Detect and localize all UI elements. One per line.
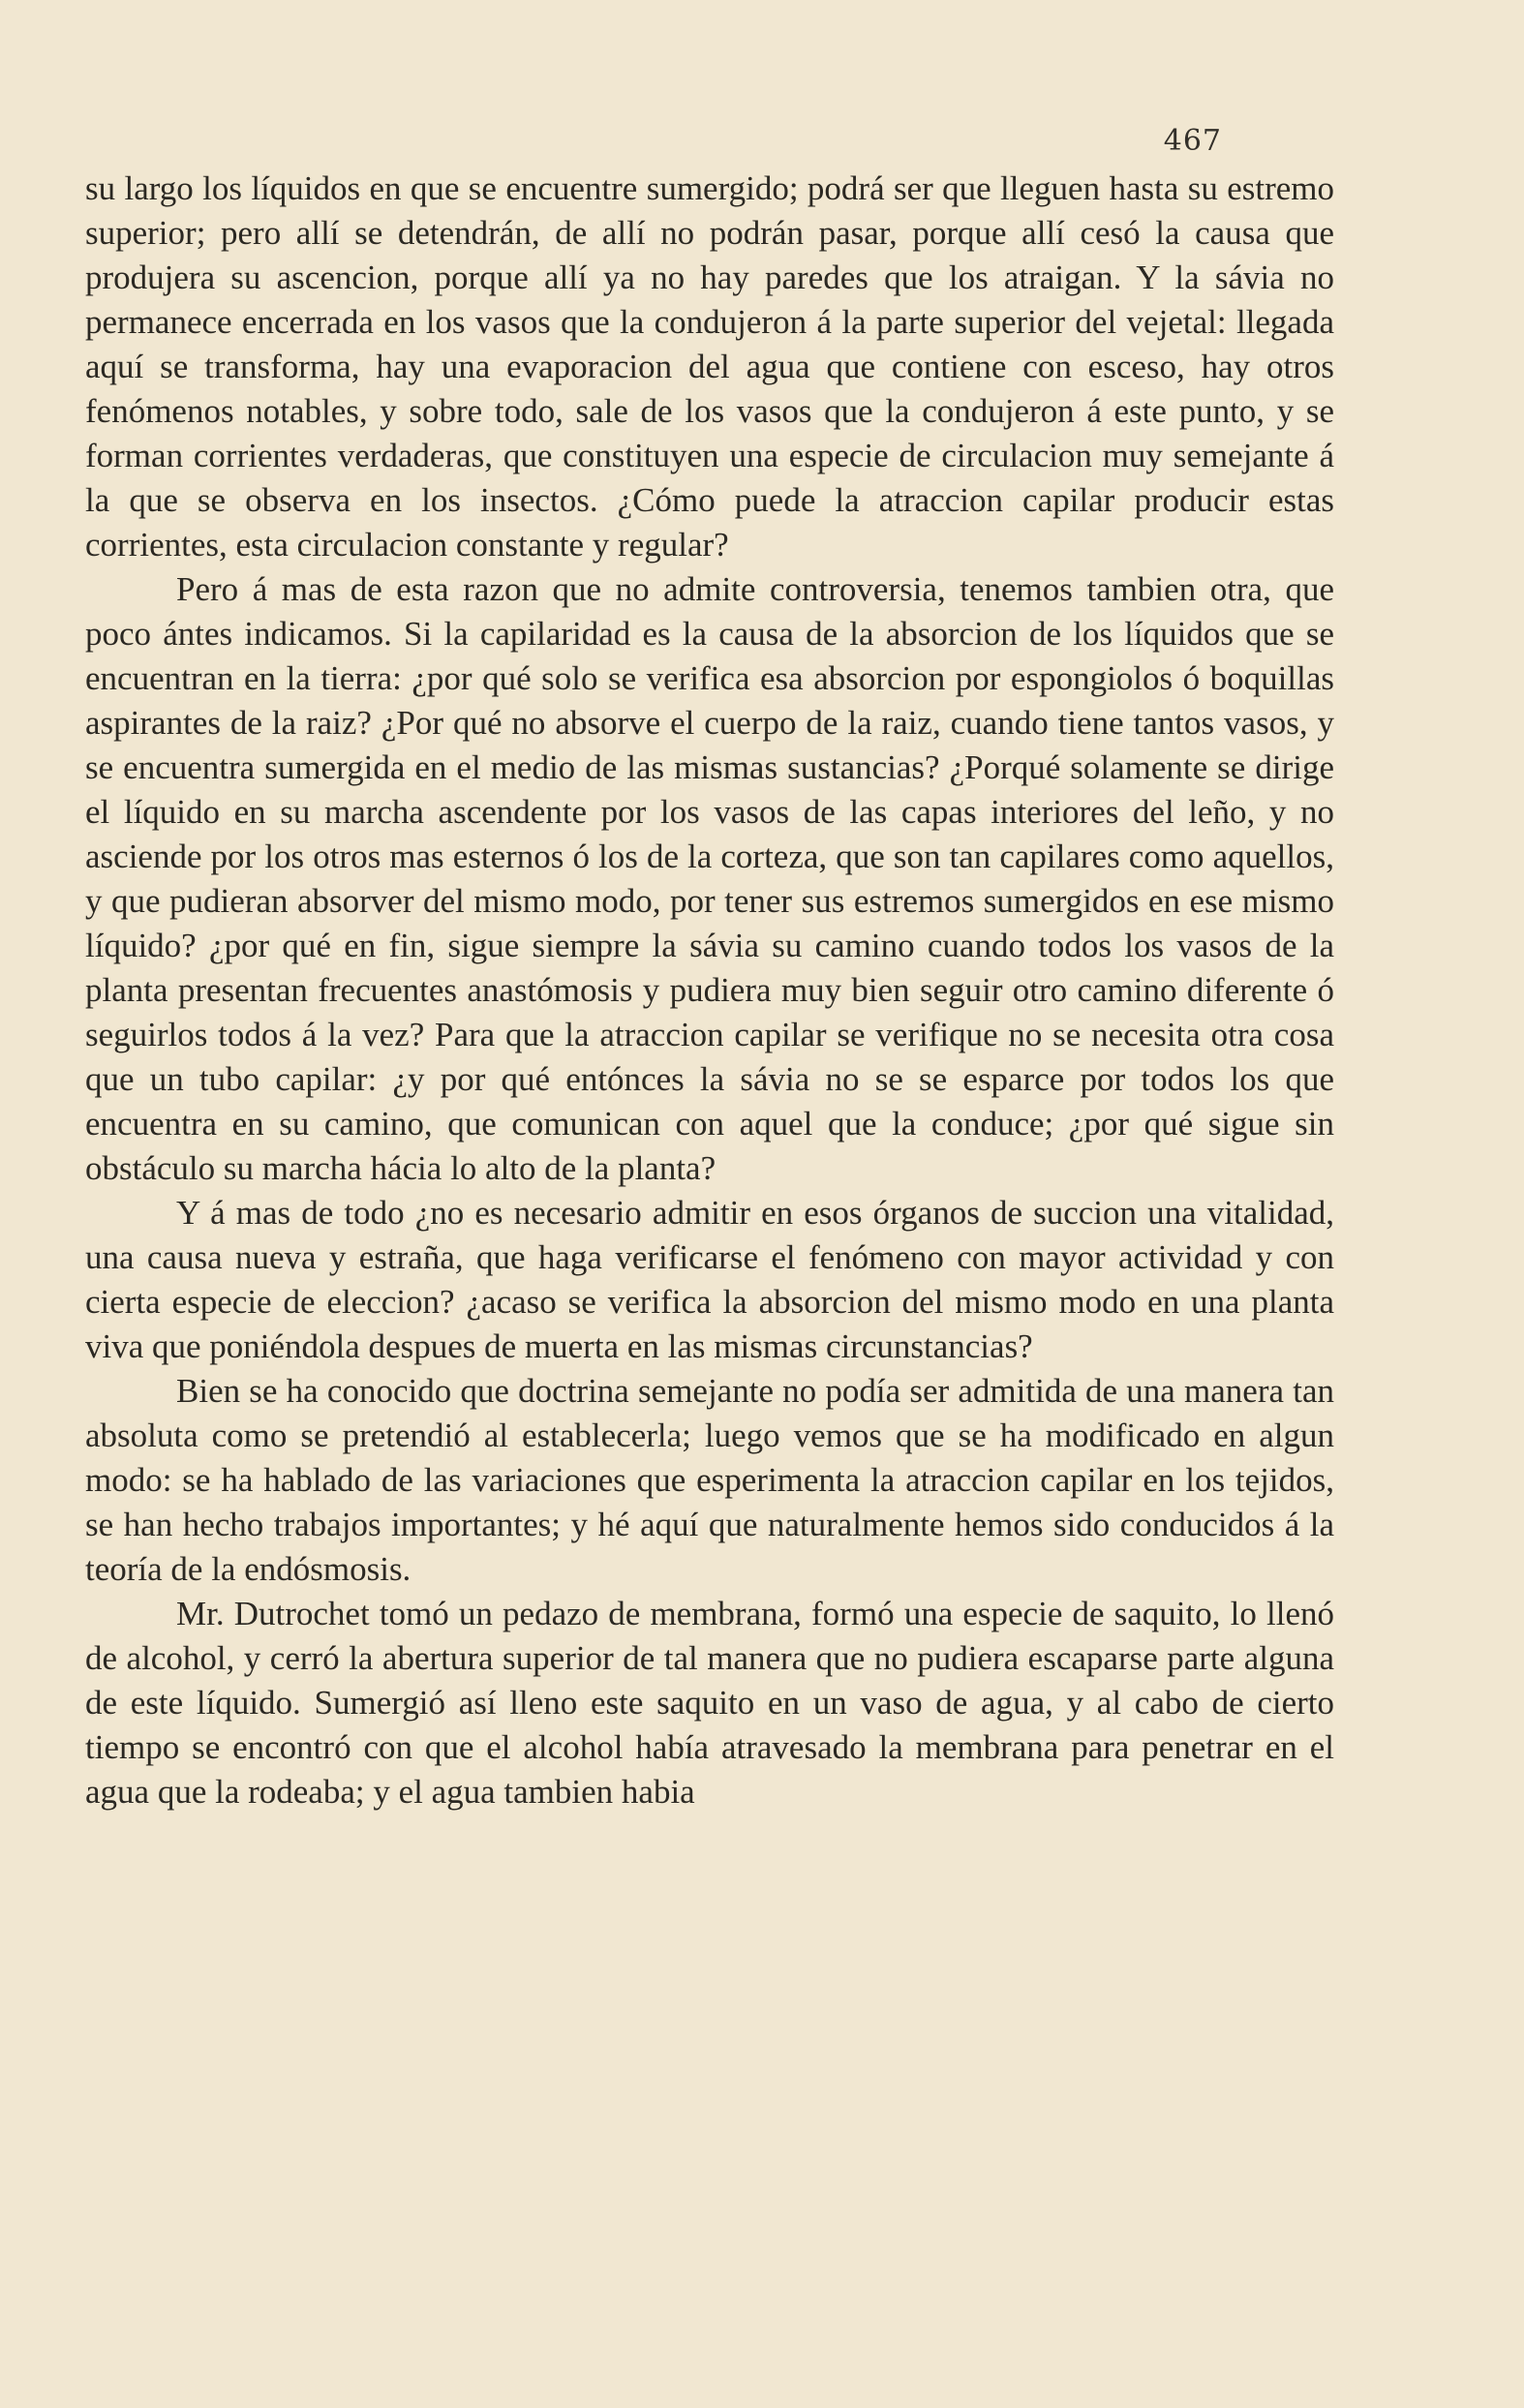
paragraph-continuation: su largo los líquidos en que se encuentre sumergido; podrá ser que lleguen hasta su estremo superior; pero allí se detendrán, de allí no podrán pasar, porque allí cesó la causa que produjera su ascencion, porque allí ya no hay paredes que los atraigan. Y la sávia no permanece encerrada en los vasos que la condujeron á la parte superior del vejetal: llegada aquí se transforma, hay una evaporacion del agua que contiene con esceso, hay otros fenómenos notables, y sobre todo, sale de los vasos que la condujeron á este punto, y se forman corrientes verdaderas, que constituyen una especie de circulacion muy semejante á la que se observa en los insectos. ¿Cómo puede la atraccion capilar producir estas corrientes, esta circulacion constante y regular? xyxy=(85,169,1334,564)
body-text xyxy=(85,167,1334,1814)
paragraph-vitality: Y á mas de todo ¿no es necesario admitir en esos órganos de succion una vitalidad, una causa nueva y estraña, que haga verificarse el fenómeno con mayor actividad y con cierta especie de eleccion? ¿acaso se verifica la absorcion del mismo modo en una planta viva que poniéndola despues de muerta en las mismas circunstancias? xyxy=(85,1194,1334,1365)
page-number: 467 xyxy=(1163,124,1222,158)
paragraph-dutrochet-experiment: Mr. Dutrochet tomó un pedazo de membrana, formó una especie de saquito, lo llenó de alcohol, y cerró la abertura superior de tal manera que no pudiera escaparse parte alguna de este líquido. Sumergió así lleno este saquito en un vaso de agua, y al cabo de cierto tiempo se encontró con que el alcohol había atravesado la membrana para penetrar en el agua que la rodeaba; y el agua tambien habia xyxy=(85,1595,1334,1811)
paragraph-capillarity-objections: Pero á mas de esta razon que no admite controversia, tenemos tambien otra, que poco ántes indicamos. Si la capilaridad es la causa de la absorcion de los líquidos que se encuentran en la tierra: ¿por qué solo se verifica esa absorcion por espongiolos ó boquillas aspirantes de la raiz? ¿Por qué no absorve el cuerpo de la raiz, cuando tiene tantos vasos, y se encuentra sumergida en el medio de las mismas sustancias? ¿Porqué solamente se dirige el líquido en su marcha ascendente por los vasos de las capas interiores del leño, y no asciende por los otros mas esternos ó los de la corteza, que son tan capilares como aquellos, y que pudieran absorver del mismo modo, por tener sus estremos sumergidos en ese mismo líquido? ¿por qué en fin, sigue siempre la sávia su camino cuando todos los vasos de la planta presentan frecuentes anastómosis y pudiera muy bien seguir otro camino diferente ó seguirlos todos á la vez? Para que la atraccion capilar se verifique no se necesita otra cosa que un tubo capilar: ¿y por qué entónces la sávia no se se esparce por todos los que encuentra en su camino, que comunican con aquel que la conduce; ¿por qué sigue sin obstáculo su marcha hácia lo alto de la planta? xyxy=(85,570,1334,1187)
paragraph-endosmosis: Bien se ha conocido que doctrina semejante no podía ser admitida de una manera tan absoluta como se pretendió al establecerla; luego vemos que se ha modificado en algun modo: se ha hablado de las variaciones que esperimenta la atraccion capilar en los tejidos, se han hecho trabajos importantes; y hé aquí que naturalmente hemos sido conducidos á la teoría de la endósmosis. xyxy=(85,1372,1334,1588)
